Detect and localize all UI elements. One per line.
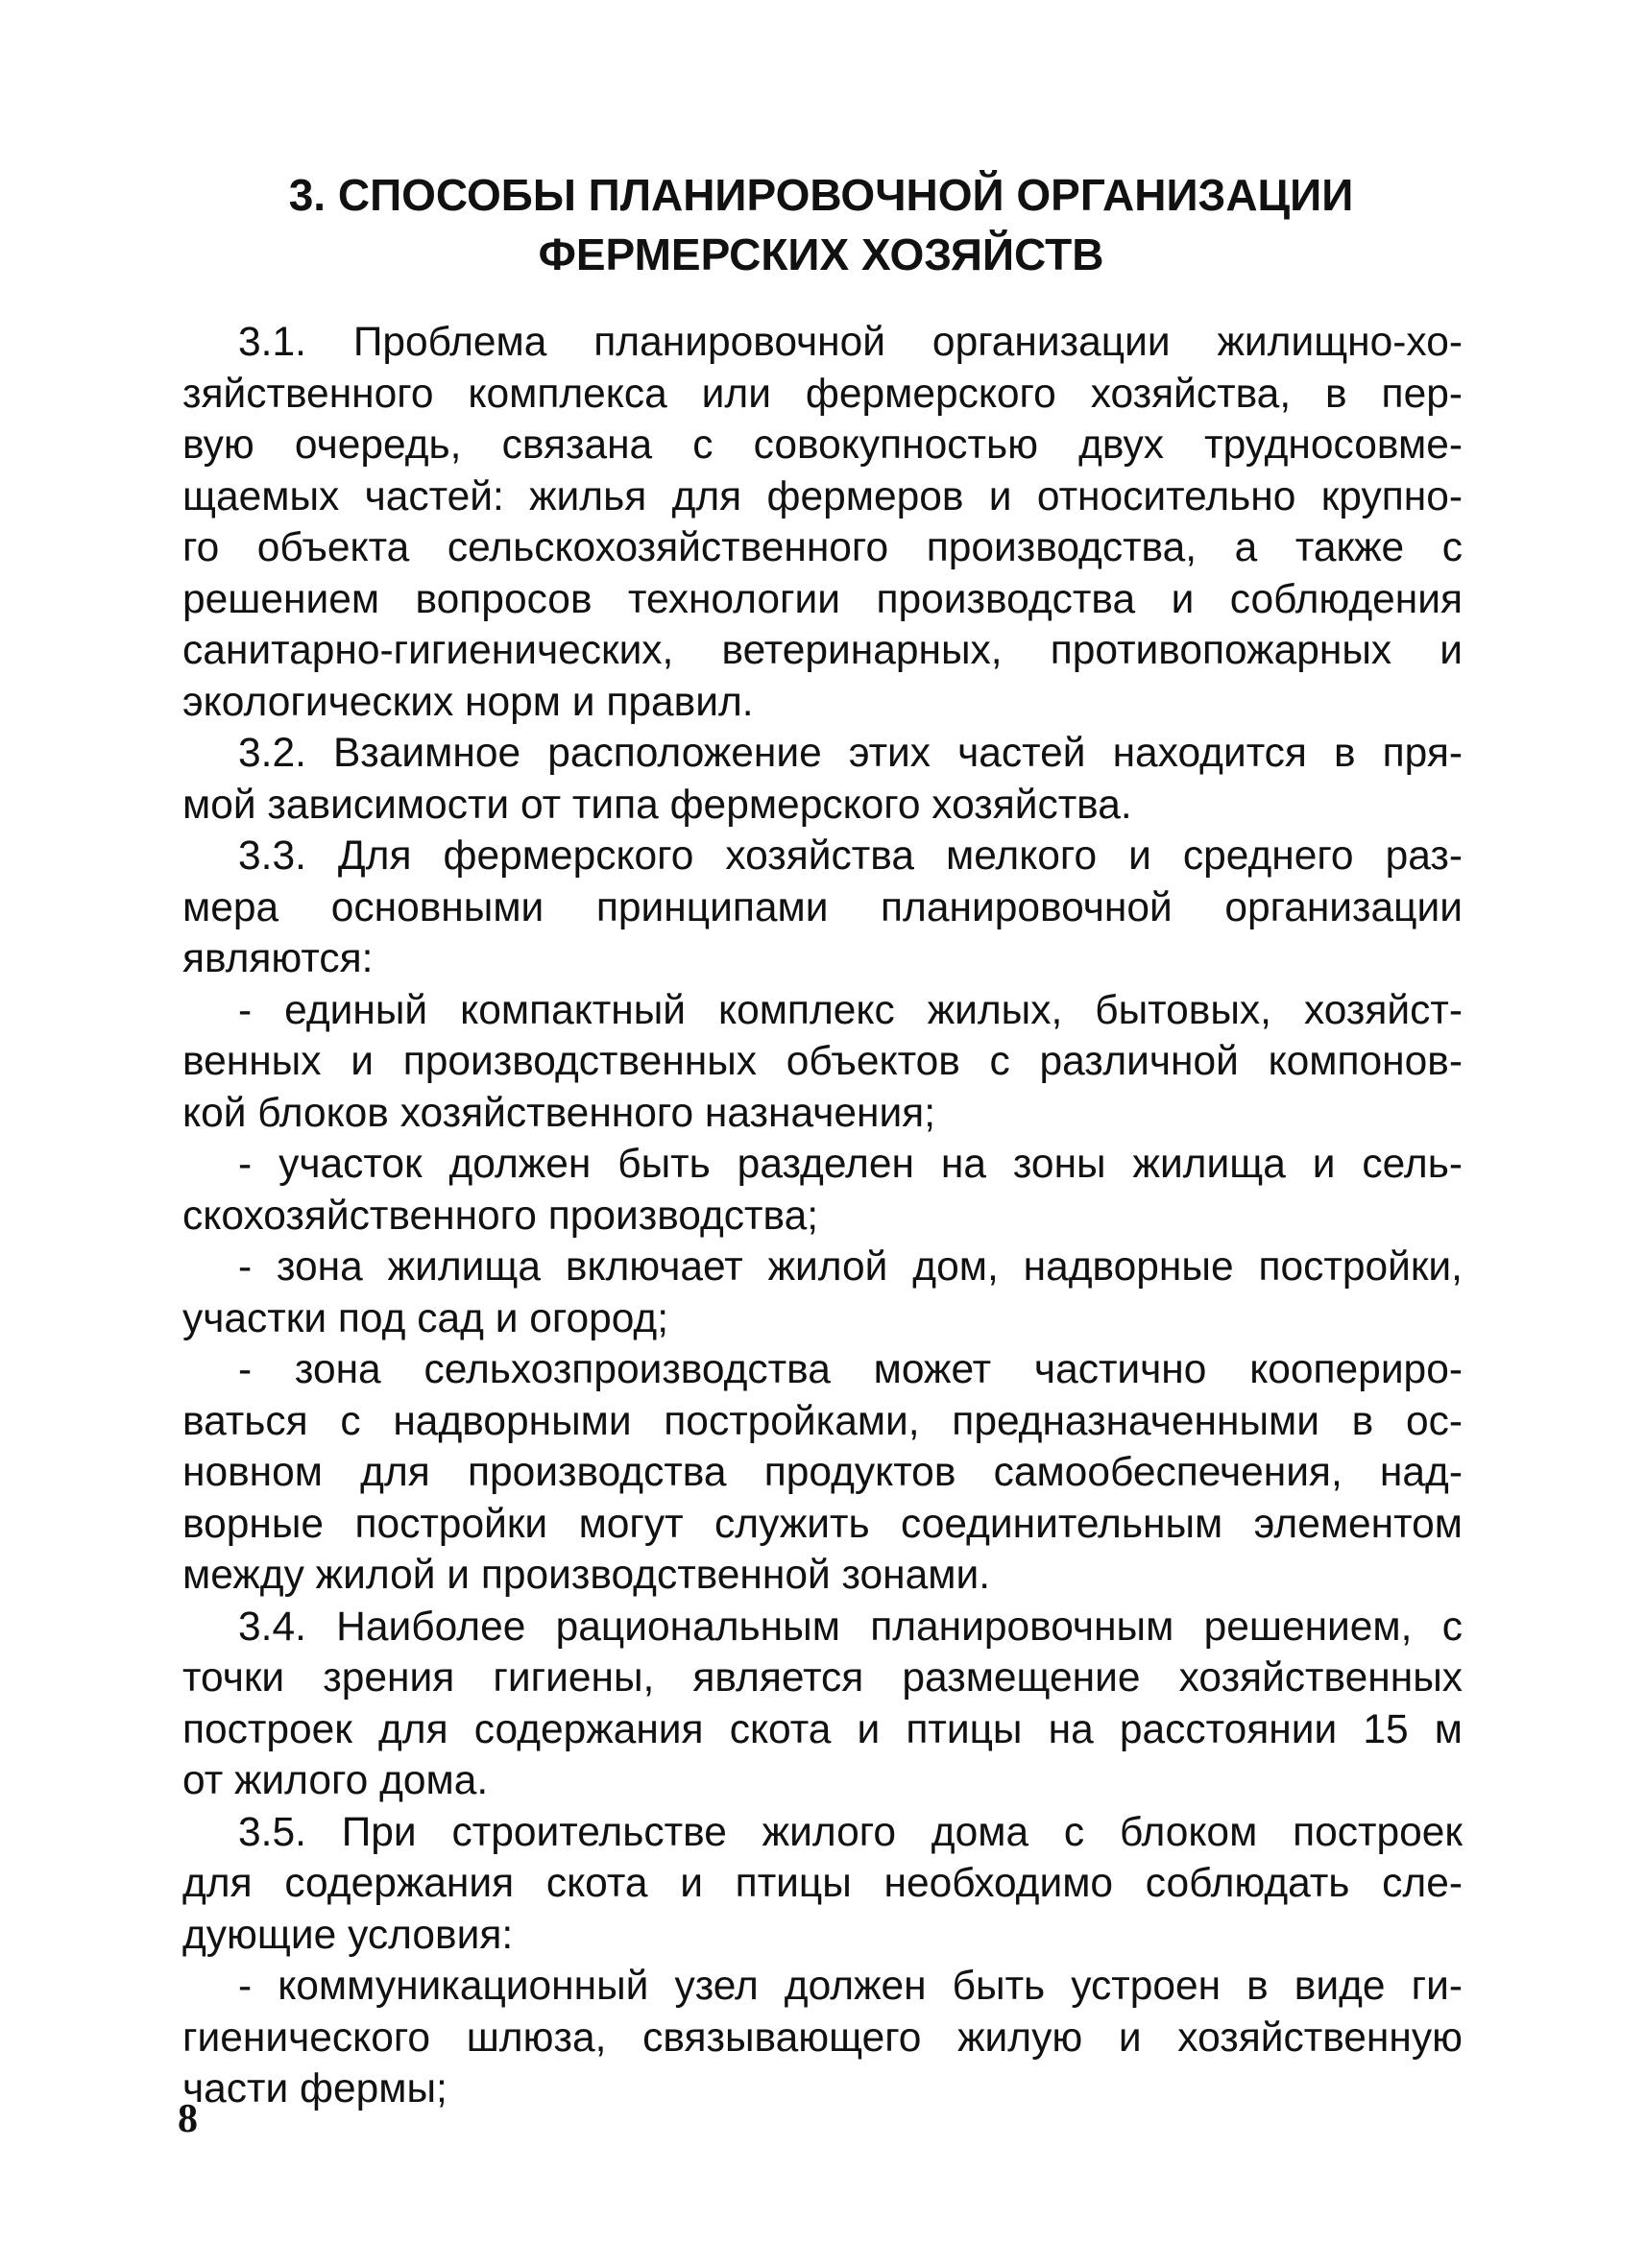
text-line: экологических норм и правил.	[182, 679, 754, 725]
text-line: части фермы;	[182, 2066, 448, 2111]
text-line: 3.4. Наиболее рациональным планировочным решением, с	[238, 1604, 1463, 1650]
text-line: мой зависимости от типа фермерского хозяйства.	[182, 782, 1132, 828]
text-line: скохозяйственного производства;	[182, 1193, 819, 1239]
page-number: 8	[178, 2097, 198, 2141]
section-title-line-2: ФЕРМЕРСКИХ ХОЗЯЙСТВ	[538, 229, 1104, 279]
text-line: санитарно-гигиенических, ветеринарных, противопожарных и	[182, 628, 1463, 673]
text-line: для содержания скота и птицы необходимо соблюдать сле-	[182, 1861, 1463, 1906]
text-line: го объекта сельскохозяйственного производства, а также с	[182, 525, 1463, 570]
text-line: от жилого дома.	[182, 1758, 489, 1803]
text-line: дующие условия:	[182, 1912, 514, 1958]
text-line: венных и производственных объектов с различной компонов-	[182, 1039, 1463, 1084]
text-line: решением вопросов технологии производства и соблюдения	[182, 576, 1463, 622]
text-line: участки под сад и огород;	[182, 1295, 669, 1341]
text-line: ваться с надворными постройками, предназначенными в ос-	[182, 1398, 1463, 1444]
text-line: - единый компактный комплекс жилых, бытовых, хозяйст-	[238, 987, 1463, 1033]
text-line: 3.5. При строительстве жилого дома с блоком построек	[238, 1809, 1463, 1855]
text-line: построек для содержания скота и птицы на расстоянии 15 м	[182, 1706, 1463, 1752]
text-line: новном для производства продуктов самообеспечения, над-	[182, 1450, 1463, 1495]
text-line: - зона сельхозпроизводства может частично коопериро-	[238, 1347, 1463, 1392]
text-line: зяйственного комплекса или фермерского хозяйства, в пер-	[182, 371, 1463, 417]
text-line: 3.3. Для фермерского хозяйства мелкого и среднего раз-	[238, 833, 1463, 879]
text-line: - зона жилища включает жилой дом, надворные постройки,	[238, 1244, 1463, 1290]
text-line: ворные постройки могут служить соединительным элементом	[182, 1501, 1463, 1547]
text-line: - коммуникационный узел должен быть устроен в виде ги-	[238, 1964, 1463, 2009]
text-line: между жилой и производственной зонами.	[182, 1553, 991, 1598]
text-line: точки зрения гигиены, является размещение хозяйственных	[182, 1655, 1463, 1701]
text-line: 3.2. Взаимное расположение этих частей находится в пря-	[238, 731, 1463, 776]
text-line: кой блоков хозяйственного назначения;	[182, 1090, 936, 1136]
text-line: мера основными принципами планировочной организации	[182, 884, 1463, 930]
body-text	[182, 317, 1463, 2115]
text-line: 3.1. Проблема планировочной организации жилищно-хо-	[238, 320, 1463, 365]
section-title-line-1: 3. СПОСОБЫ ПЛАНИРОВОЧНОЙ ОРГАНИЗАЦИИ	[288, 170, 1354, 220]
text-line: гиенического шлюза, связывающего жилую и хозяйственную	[182, 2015, 1463, 2061]
text-line: являются:	[182, 936, 374, 981]
text-line: вую очередь, связана с совокупностью двух трудносовме-	[182, 422, 1463, 468]
text-line: - участок должен быть разделен на зоны жилища и сель-	[238, 1142, 1463, 1187]
section-title	[182, 165, 1460, 284]
text-line: щаемых частей: жилья для фермеров и относительно крупно-	[182, 473, 1463, 519]
